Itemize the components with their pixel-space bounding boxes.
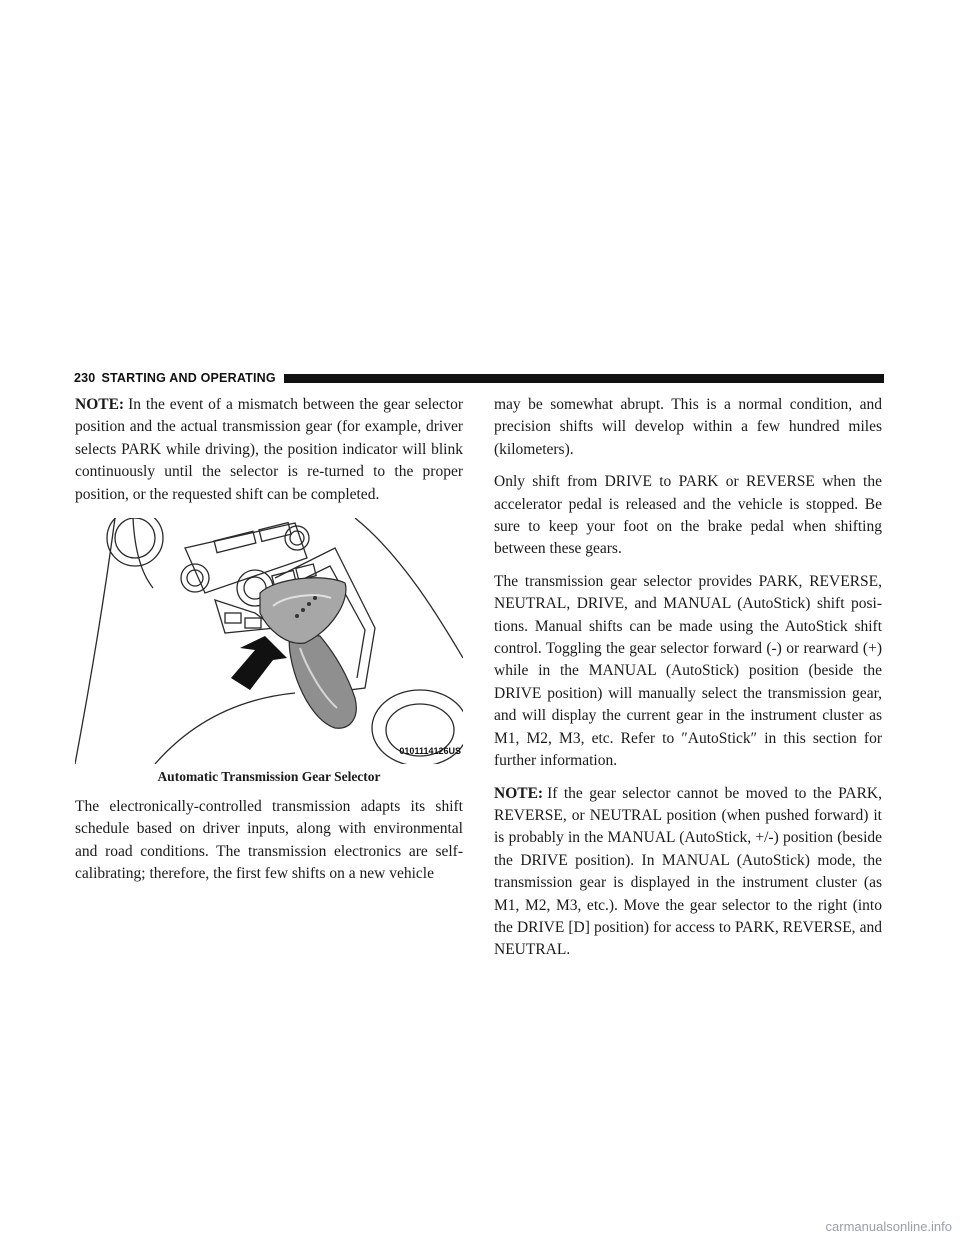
figure-code: 0101114126US bbox=[399, 745, 461, 756]
section-title: STARTING AND OPERATING bbox=[101, 371, 276, 385]
page-number: 230 bbox=[74, 371, 96, 385]
callout-arrow bbox=[231, 636, 287, 690]
paragraph: The transmission gear selector provides PARK, REVERSE, NEUTRAL, DRIVE, and MANUAL (AutoStick) shift posi-tions. Manual shifts can be made using the AutoStick shift control. Toggling the gear selector forward (-) or rearward (+) while in the MANUAL (AutoStick) position (beside the DRIVE position) will manually select the transmission gear, and will display the current gear in the instrument cluster as M1, M2, M3, etc. Refer to ″AutoStick″ in this section for further information. bbox=[494, 572, 882, 770]
paragraph: Only shift from DRIVE to PARK or REVERSE when the accelerator pedal is released and the vehicle is stopped. Be sure to keep your foot on the brake pedal when shifting between these gears. bbox=[494, 473, 882, 558]
watermark: carmanualsonline.info bbox=[825, 1219, 952, 1234]
note-label: NOTE: bbox=[75, 396, 125, 413]
page-header bbox=[74, 370, 884, 386]
left-column bbox=[75, 394, 463, 896]
gear-selector-figure bbox=[75, 518, 463, 764]
note-label: NOTE: bbox=[494, 784, 544, 802]
figure-caption: Automatic Transmission Gear Selector bbox=[157, 769, 381, 785]
note-paragraph bbox=[75, 394, 463, 506]
paragraph: The electronically-controlled transmission adapts its shift schedule based on driver inputs, along with environmental and road conditions. The transmission electronics are self-calibrating; therefore, the first few shifts on a new vehicle bbox=[75, 798, 463, 883]
note-text: In the event of a mismatch between the gear selector position and the actual transmission gear (for example, driver selects PARK while driving), the position indicator will blink continuously until the selector is re-turned to the proper position, or the requested shift can be completed. bbox=[75, 396, 463, 503]
note-paragraph bbox=[494, 783, 882, 962]
gear-selector-illustration bbox=[75, 518, 463, 764]
paragraph: may be somewhat abrupt. This is a normal condition, and precision shifts will develop within a few hundred miles (kilometers). bbox=[494, 396, 882, 458]
note-text: If the gear selector cannot be moved to the PARK, REVERSE, or NEUTRAL position (when pushed forward) it is probably in the MANUAL (AutoStick, +/-) position (beside the DRIVE position). In MANUAL (AutoStick) mode, the transmission gear is displayed in the instrument cluster (as M1, M2, M3, etc.). Move the gear selector to the right (into the DRIVE [D] position) for access to PARK, REVERSE, and NEUTRAL. bbox=[494, 784, 882, 959]
header-rule bbox=[284, 374, 884, 383]
right-column bbox=[494, 394, 882, 972]
